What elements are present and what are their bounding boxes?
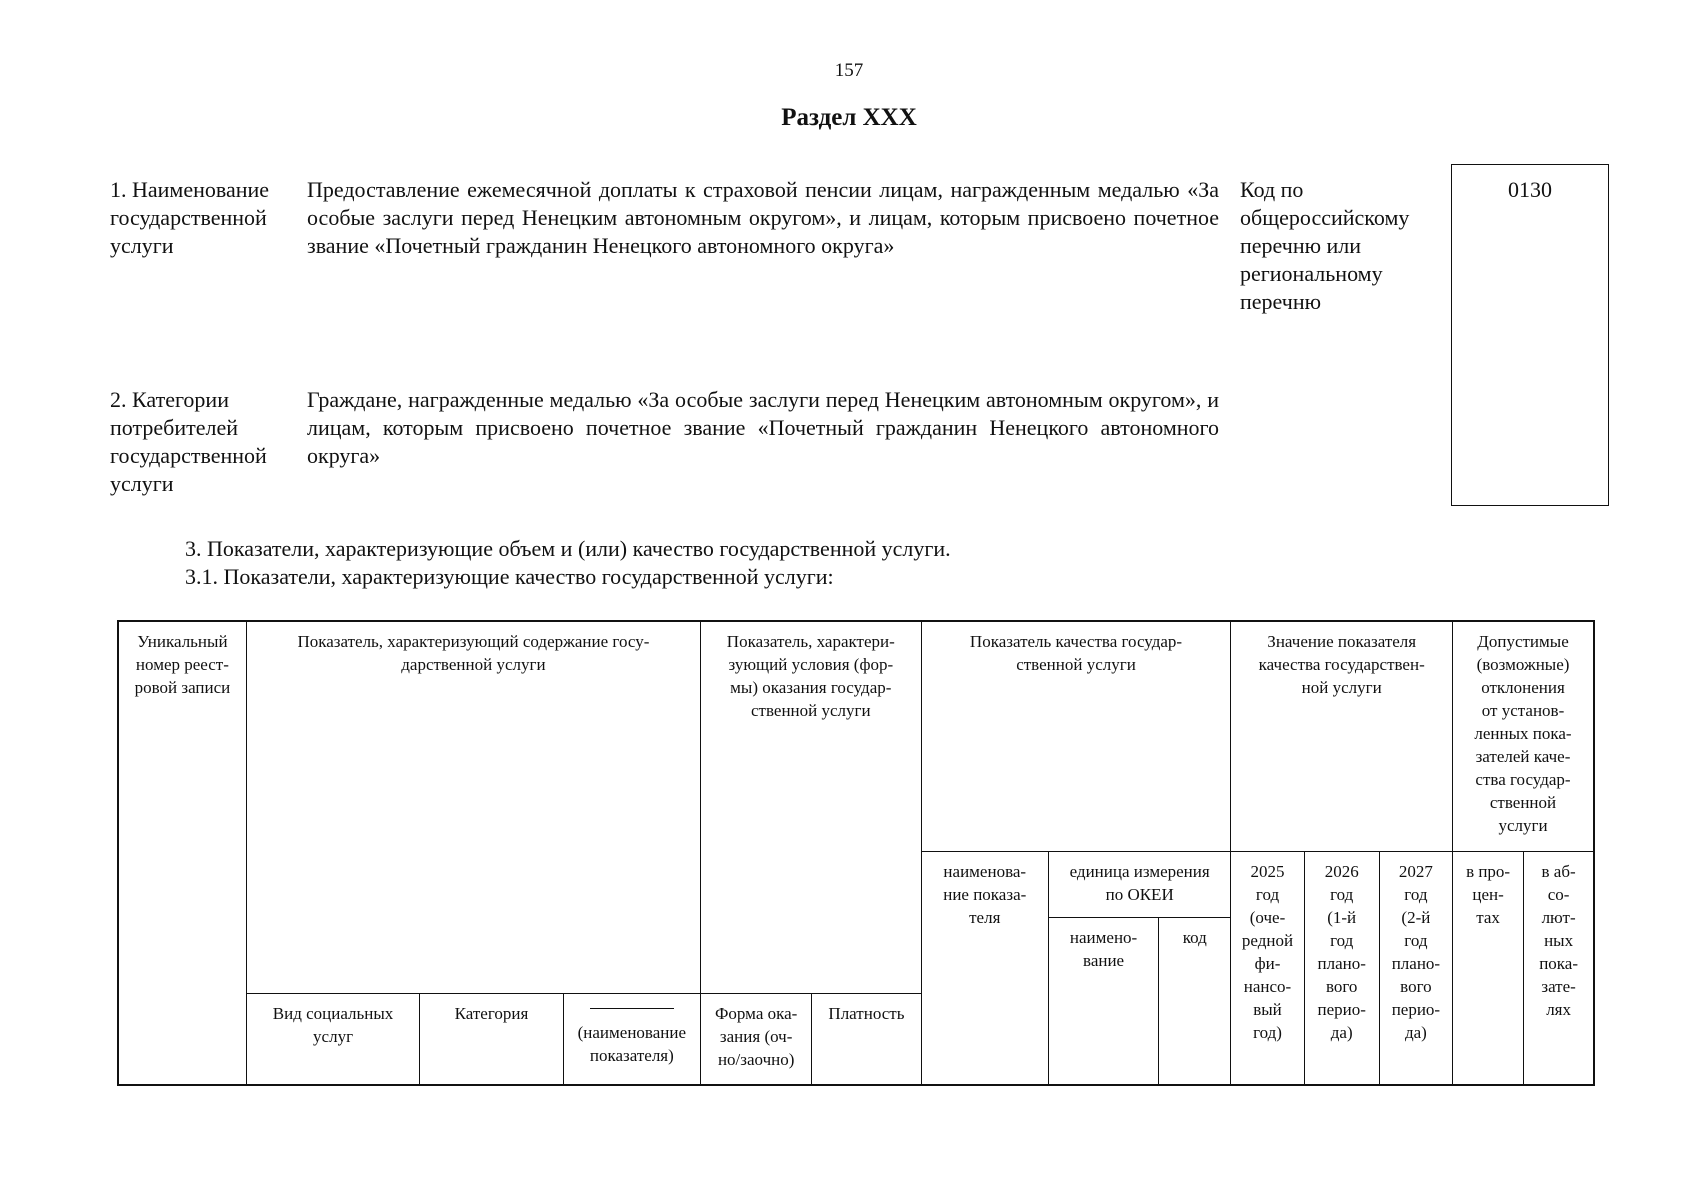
category-header: Категория (420, 993, 563, 1085)
code-value: 0130 (1508, 177, 1552, 202)
indicator-name-placeholder-header: (наименование показателя) (563, 993, 700, 1085)
item2-label: 2. Категории потребителей государственной услуги (110, 387, 267, 496)
content-indicator-header: Показатель, характеризующий содержание госу- дарственной услуги (246, 621, 700, 993)
percent-deviation-header: в про- цен- тах (1453, 851, 1524, 1085)
quality-indicators-table (117, 620, 1595, 1086)
indicator-name-header: наименова- ние показа- теля (921, 851, 1048, 1085)
deviations-header: Допустимые (возможные) отклонения от установ- ленных пока- зателей каче- ства государ- ственной услуги (1453, 621, 1595, 851)
okei-code-header: код (1159, 917, 1231, 1085)
registry-number-header: Уникальный номер реест- ровой записи (118, 621, 246, 1085)
code-box (1451, 164, 1609, 506)
okei-name-header: наимено- вание (1048, 917, 1158, 1085)
item1-label: 1. Наименование государственной услуги (110, 177, 270, 258)
year-2025-header: 2025 год (оче- редной фи- нансо- вый год) (1231, 851, 1304, 1085)
item1-text: Предоставление ежемесячной доплаты к страховой пенсии лицам, награжденным медалью «За особые заслуги перед Ненецким автономным округом», и лицам, которым присвоено почетное звание «Почетный гражданин Ненецкого автономного округа» (307, 177, 1219, 258)
section3-heading: 3. Показатели, характеризующие объем и (или) качество государственной услуги. (185, 536, 951, 561)
section-title: Раздел XXX (781, 104, 917, 131)
social-service-type-header: Вид социальных услуг (246, 993, 419, 1085)
code-label: Код по общероссийскому перечню или региональному перечню (1240, 177, 1410, 314)
item2-text: Граждане, награжденные медалью «За особые заслуги перед Ненецким автономным округом», и лицам, которым присвоено почетное звание «Почетный гражданин Ненецкого автономного округа» (307, 387, 1219, 468)
quality-indicator-header: Показатель качества государ- ственной услуги (921, 621, 1231, 851)
year-2027-header: 2027 год (2-й год плано- вого перио- да) (1379, 851, 1452, 1085)
year-2026-header: 2026 год (1-й год плано- вого перио- да) (1304, 851, 1379, 1085)
fee-header: Платность (812, 993, 921, 1085)
page-number: 157 (834, 60, 864, 81)
quality-value-header: Значение показателя качества государствен- ной услуги (1231, 621, 1453, 851)
absolute-deviation-header: в аб- со- лют- ных пока- зате- лях (1524, 851, 1594, 1085)
conditions-indicator-header: Показатель, характери- зующий условия (фор- мы) оказания государ- ственной услуги (701, 621, 922, 993)
section3-subheading: 3.1. Показатели, характеризующие качество государственной услуги: (185, 564, 834, 589)
blank-line (590, 998, 674, 1009)
okei-unit-header: единица измерения по ОКЕИ (1048, 851, 1230, 917)
service-form-header: Форма ока- зания (оч- но/заочно) (701, 993, 812, 1085)
